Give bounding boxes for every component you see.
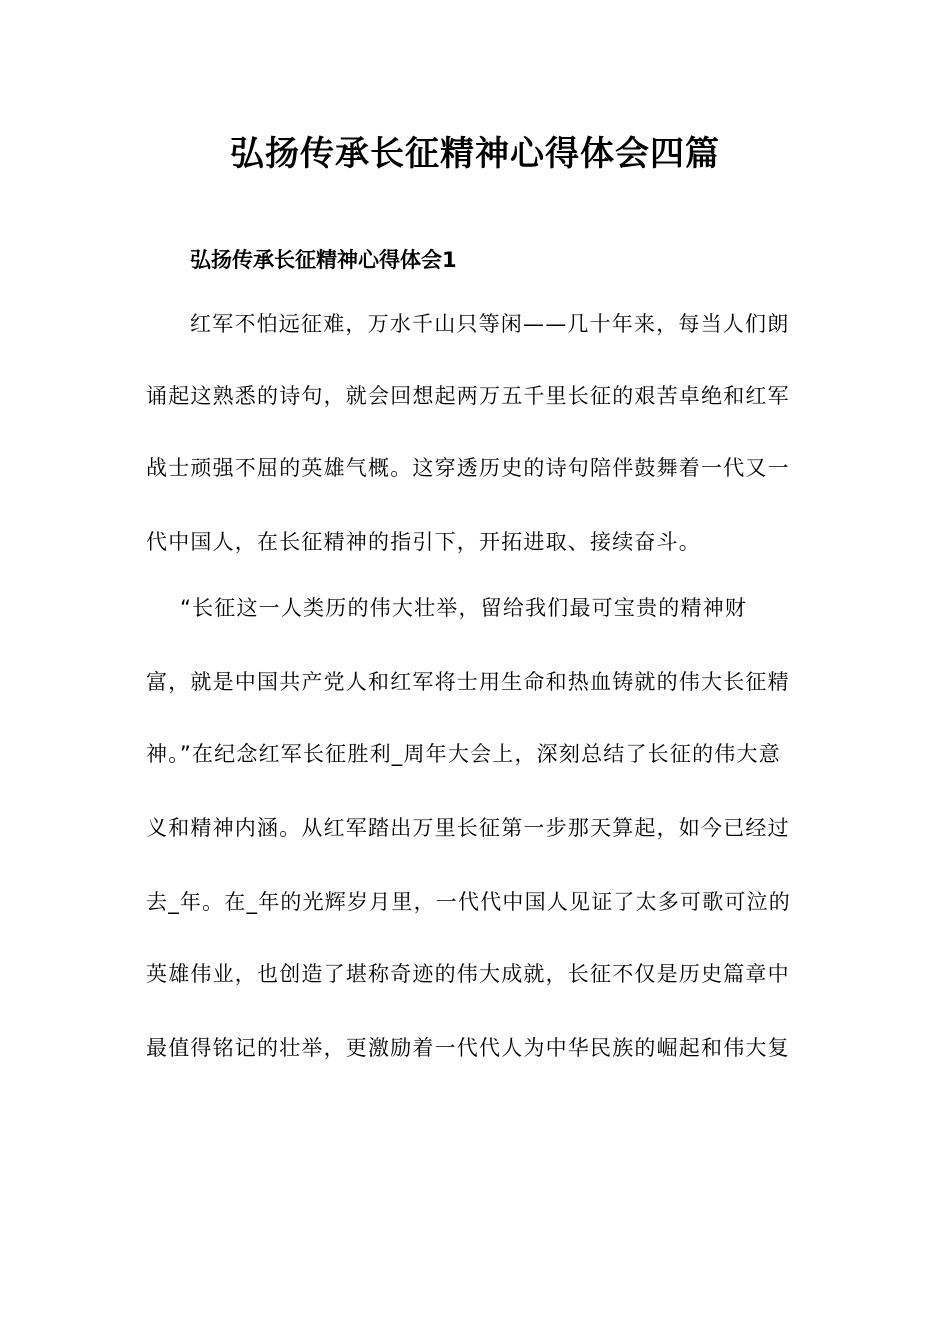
paragraph-line: 代中国人，在长征精神的指引下，开拓进取、接续奋斗。: [146, 530, 701, 554]
section-heading: 弘扬传承长征精神心得体会1: [190, 248, 457, 272]
paragraph-line: “长征这一人类历的伟大壮举，留给我们最可宝贵的精神财: [180, 596, 748, 620]
paragraph-line: 诵起这熟悉的诗句，就会回想起两万五千里长征的艰苦卓绝和红军: [146, 384, 790, 408]
paragraph-line: 最值得铭记的壮举，更激励着一代代人为中华民族的崛起和伟大复: [146, 1036, 790, 1060]
document-title: 弘扬传承长征精神心得体会四篇: [230, 134, 720, 174]
paragraph-line: 富，就是中国共产党人和红军将士用生命和热血铸就的伟大长征精: [146, 670, 790, 694]
paragraph-line: 去_年。在_年的光辉岁月里，一代代中国人见证了太多可歌可泣的: [146, 890, 791, 914]
paragraph-line: 义和精神内涵。从红军踏出万里长征第一步那天算起，如今已经过: [146, 816, 790, 840]
paragraph-line: 红军不怕远征难，万水千山只等闲——几十年来，每当人们朗: [190, 312, 790, 336]
paragraph-line: 英雄伟业，也创造了堪称奇迹的伟大成就，长征不仅是历史篇章中: [146, 962, 790, 986]
paragraph-line: 神。”在纪念红军长征胜利_周年大会上，深刻总结了长征的伟大意: [146, 742, 781, 766]
paragraph-line: 战士顽强不屈的英雄气概。这穿透历史的诗句陪伴鼓舞着一代又一: [146, 456, 790, 480]
